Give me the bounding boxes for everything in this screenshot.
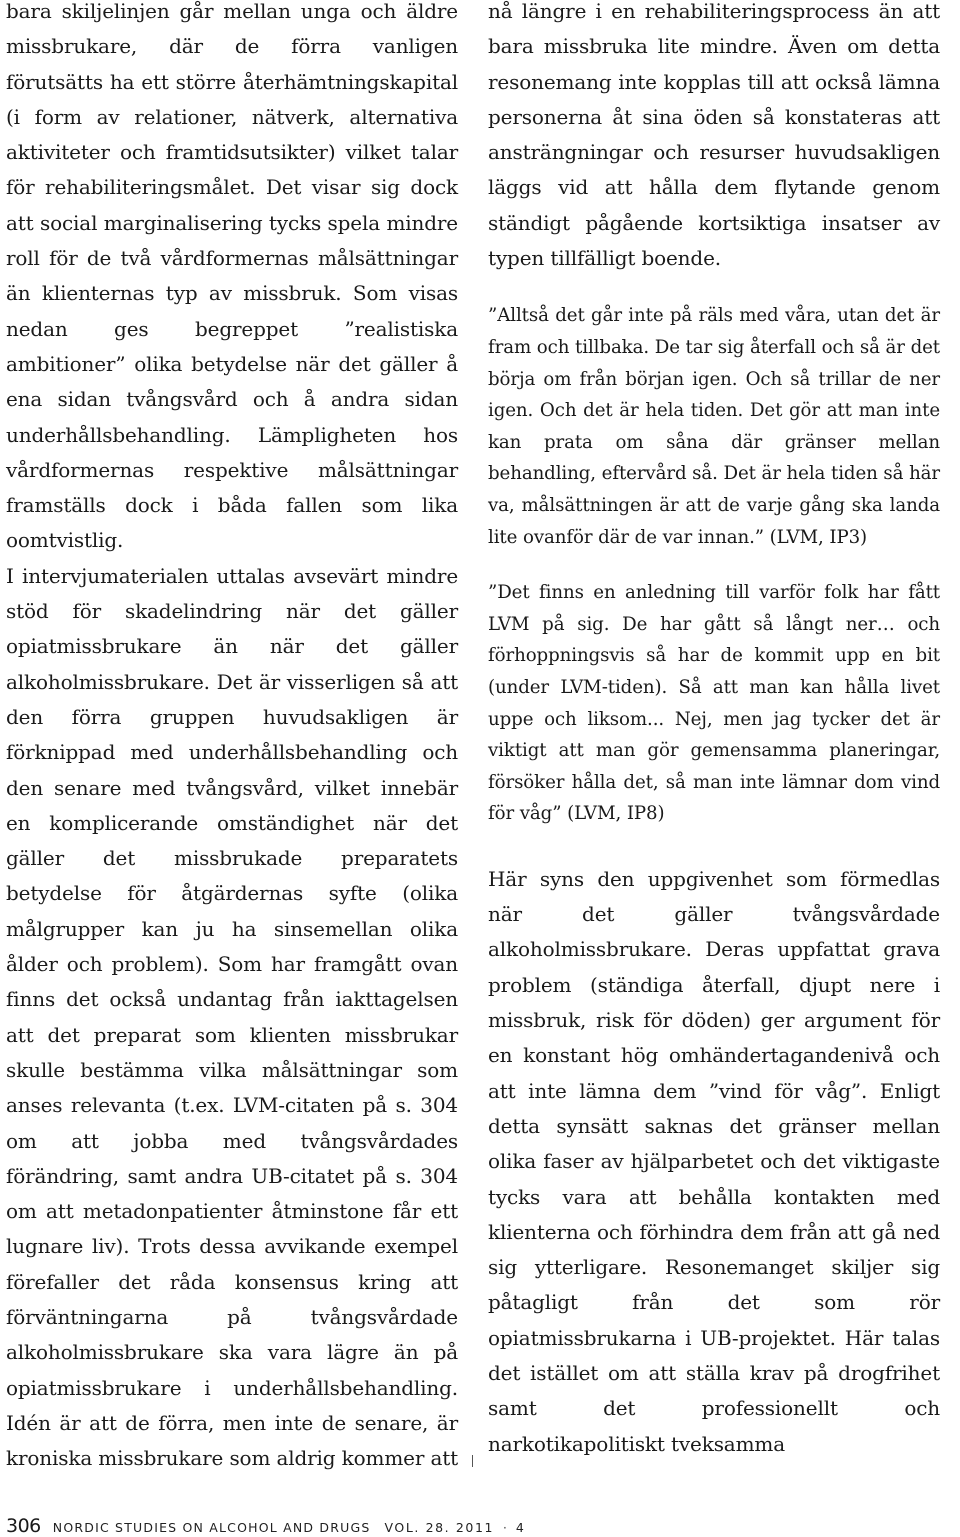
left-column bbox=[6, 0, 458, 1476]
page-footer bbox=[6, 1515, 525, 1537]
body-paragraph: bara skiljelinjen går mellan unga och äldre missbrukare, där de förra vanligen förutsätts ha ett större återhämtningskapital (i form av relationer, nätverk, alternativa aktiviteter och framtidsutsikter) vilket talar för rehabiliteringsmålet. Det visar sig dock att social marginalisering tycks spela mindre roll för de två vårdformernas målsättningar än klienternas typ av missbruk. Som visas nedan ges begreppet ”realistiska ambitioner” olika betydelse när det gäller å ena sidan tvångsvård och å andra sidan underhållsbehandling. Lämpligheten hos vårdformernas respektive målsättningar framställs dock i båda fallen som lika oomtvistlig. bbox=[6, 0, 458, 553]
journal-title: NORDIC STUDIES ON ALCOHOL AND DRUGS bbox=[52, 1520, 371, 1535]
body-paragraph: I intervjumaterialen uttalas avsevärt mindre stöd för skadelindring när det gäller opiatmissbrukare än när det gäller alkoholmissbrukare. Det är visserligen så att den förra gruppen huvudsakligen är förknippad med underhållsbehandling och den senare med tvångsvård, vilket innebär en komplicerande omständighet när det gäller det missbrukade preparatets betydelse för åtgärdernas syfte (olika målgrupper kan ju ha sinsemellan olika ålder och problem). Som har framgått ovan finns det också undantag från iakttagelsen att det preparat som klienten missbrukar skulle bestämma vilka målsättningar som anses relevanta (t.ex. LVM-citaten på s. 304 om att jobba med tvångsvårdades förändring, samt andra UB-citatet på s. 304 om att metadonpatienter åtminstone får ett lugnare liv). Trots dessa avvikande exempel förefaller det råda konsensus kring att förväntningarna på tvångsvårdade alkoholmissbrukare ska vara lägre än på opiatmissbrukare i underhållsbehandling. Idén är att de förra, men inte de senare, är kroniska missbrukare som aldrig kommer att bbox=[6, 563, 459, 1471]
page-number: 306 bbox=[6, 1515, 41, 1537]
interview-quote: ”Alltså det går inte på räls med våra, utan det är fram och tillbaka. De tar sig återfall och så är det börja om från början igen. Och så trillar de ner igen. Och det är hela tiden. Det gör att man inte kan prata om såna där gränser mellan behandling, eftervård så. Det är hela tiden så här va, målsättningen är att de varje gång ska landa lite ovanför där de var innan.” (LVM, IP3) bbox=[488, 305, 941, 548]
column-divider bbox=[472, 1455, 473, 1467]
right-column bbox=[488, 0, 940, 1462]
footer-separator: · bbox=[503, 1521, 507, 1535]
body-paragraph: Här syns den uppgivenhet som förmedlas när det gäller tvångsvårdade alkoholmissbrukare. Deras uppfattat grava problem (ständiga återfall, djupt nere i missbruk, risk för döden) ger argument för en konstant hög omhändertagandenivå och att inte lämna dem ”vind för våg”. Enligt detta synsätt saknas det gränser mellan olika faser av hjälparbetet och det viktigaste tycks vara att behålla kontakten med klienterna och förhindra dem från att gå ned sig ytterligare. Resonemanget skiljer sig påtagligt från det som rör opiatmissbrukarna i UB-projektet. Här talas det istället om att ställa krav på drogfrihet samt det professionellt och narkotikapolitiskt tveksamma bbox=[488, 866, 940, 1456]
volume-info: VOL. 28. 2011 bbox=[384, 1520, 495, 1535]
body-paragraph: nå längre i en rehabiliteringsprocess än att bara missbruka lite mindre. Även om detta resonemang inte kopplas till att också lämna personerna åt sina öden så konstateras att ansträngningar och resurser huvudsakligen läggs vid att hålla dem flytande genom ständigt pågående kortsiktiga insatser av typen tillfälligt boende. bbox=[488, 0, 940, 271]
issue-number: 4 bbox=[515, 1520, 526, 1535]
interview-quote: ”Det finns en anledning till varför folk har fått LVM på sig. De har gått så långt ner… och förhoppningsvis så har de kommit upp en bit (under LVM-tiden). Så att man kan hålla livet uppe och liksom... Nej, men jag tycker det är viktigt att man gör gemensamma planeringar, försöker hålla det, så man inte lämnar dom vind för våg” (LVM, IP8) bbox=[488, 582, 940, 825]
